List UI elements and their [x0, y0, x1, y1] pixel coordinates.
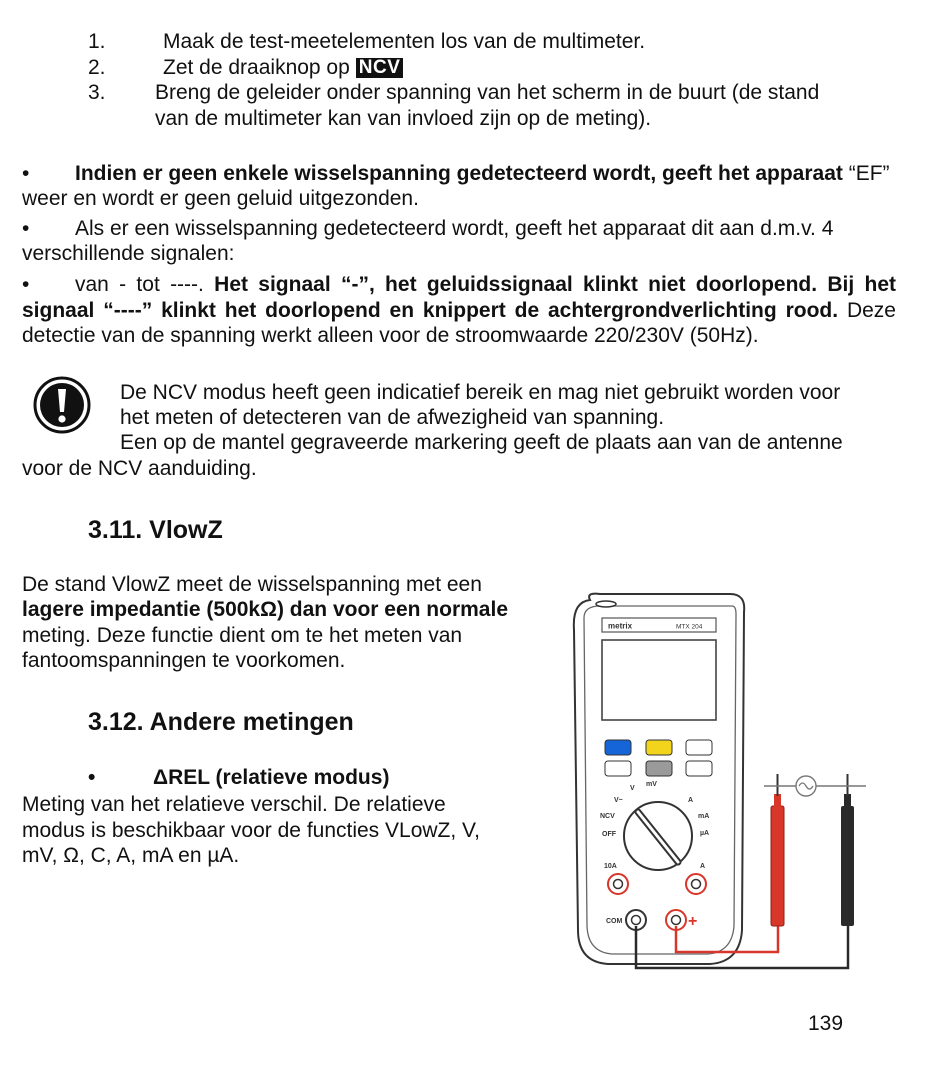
step-2-number: 2.: [88, 56, 106, 79]
s311-line1: De stand VlowZ meet de wisselspanning met een: [22, 573, 482, 596]
s312-line2: modus is beschikbaar voor de functies VLowZ, V,: [22, 819, 480, 842]
dial-label-a: A: [688, 797, 694, 804]
bullet-1-bold: Indien er geen enkele wisselspanning gedetecteerd wordt, geeft het apparaat: [75, 162, 843, 185]
dial-label-ua: µA: [700, 830, 710, 837]
warning-line3: Een op de mantel gegraveerde markering geeft de plaats aan van de antenne: [120, 431, 843, 454]
heading-3-12: 3.12. Andere metingen: [88, 708, 354, 736]
step-1-number: 1.: [88, 30, 106, 53]
yellow-button: [646, 740, 672, 755]
s312-bullet: •: [88, 766, 96, 789]
warning-line2: het meten of detecteren van de afwezigheid van spanning.: [120, 406, 665, 429]
step-2-label: Zet de draaiknop op: [163, 56, 350, 79]
bullet-3-bold-2: signaal “----” klinkt het doorlopend en knippert de achtergrondverlichting rood.: [22, 299, 839, 322]
bullet-1-line2: weer en wordt er geen geluid uitgezonden.: [22, 187, 419, 210]
meter-brand-label: metrix: [608, 621, 633, 631]
warning-line4: voor de NCV aanduiding.: [22, 457, 257, 480]
heading-3-11: 3.11. VlowZ: [88, 516, 223, 544]
step-3-line2: van de multimeter kan van invloed zijn op de meting).: [155, 107, 652, 130]
step-3-line1: Breng de geleider onder spanning van het scherm in de buurt (de stand: [155, 81, 820, 104]
s312-line1: Meting van het relatieve verschil. De relatieve: [22, 793, 446, 816]
step-2-text: [163, 55, 403, 81]
s311-line4: fantoomspanningen te voorkomen.: [22, 649, 346, 672]
white-button-1: [686, 740, 712, 755]
dial-label-mv: mV: [646, 781, 657, 788]
page-number: 139: [808, 1012, 844, 1035]
dial-label-vac: V~: [614, 797, 623, 804]
bullet-3-plain: van - tot ----.: [75, 273, 204, 296]
blue-button: [605, 740, 631, 755]
dial-label-ncv: NCV: [600, 813, 615, 820]
bullet-2-line1: Als er een wisselspanning gedetecteerd wordt, geeft het apparaat dit aan d.m.v. 4: [75, 217, 834, 240]
dial-label-ma: mA: [698, 813, 710, 820]
s312-line3: mV, Ω, C, A, mA en µA.: [22, 844, 240, 867]
bullet-3-line3: detectie van de spanning werkt alleen voor de stroomwaarde 220/230V (50Hz).: [22, 324, 759, 347]
meter-display: [602, 640, 716, 720]
dial-label-10a: 10A: [604, 863, 617, 870]
dial-label-com: COM: [606, 918, 623, 925]
step-3-number: 3.: [88, 81, 106, 104]
step-1: [88, 29, 106, 55]
bullet-1-marker: •: [22, 162, 30, 185]
warning-line1: De NCV modus heeft geen indicatief bereik en mag niet gebruikt worden voor: [120, 381, 841, 404]
bullet-3-marker: •: [22, 273, 30, 296]
white-button-3: [686, 761, 712, 776]
plus-terminal-label: +: [688, 913, 698, 930]
red-probe: [771, 806, 784, 926]
bullet-1-ef: “EF”: [848, 162, 890, 185]
s311-line3: meting. Deze functie dient om te het meten van: [22, 624, 463, 647]
bullet-3-plain-2: Deze: [846, 299, 896, 322]
bullet-3-bold-1: Het signaal “-”, het geluidssignaal klinkt niet doorlopend. Bij het: [214, 273, 896, 296]
multimeter-illustration: [560, 590, 880, 980]
bullet-2-marker: •: [22, 217, 30, 240]
gray-button: [646, 761, 672, 776]
white-button-2: [605, 761, 631, 776]
dial-label-off: OFF: [602, 831, 616, 838]
dial-label-v: V: [630, 785, 635, 792]
s312-subheading: ΔREL (relatieve modus): [153, 766, 390, 789]
s311-line2: lagere impedantie (500kΩ) dan voor een normale: [22, 598, 508, 621]
bullet-3-line1: [75, 272, 896, 298]
bullet-3-line2: [22, 298, 896, 324]
bullet-2-line2: verschillende signalen:: [22, 242, 235, 265]
exclamation-warning-icon: [33, 376, 91, 434]
ncv-badge: NCV: [356, 58, 404, 78]
bullet-1-line1: [75, 161, 890, 187]
black-probe: [841, 806, 854, 926]
dial-label-a-small: A: [700, 863, 706, 870]
meter-model-label: MTX 204: [676, 623, 703, 631]
step-1-text: Maak de test-meetelementen los van de multimeter.: [163, 30, 646, 53]
